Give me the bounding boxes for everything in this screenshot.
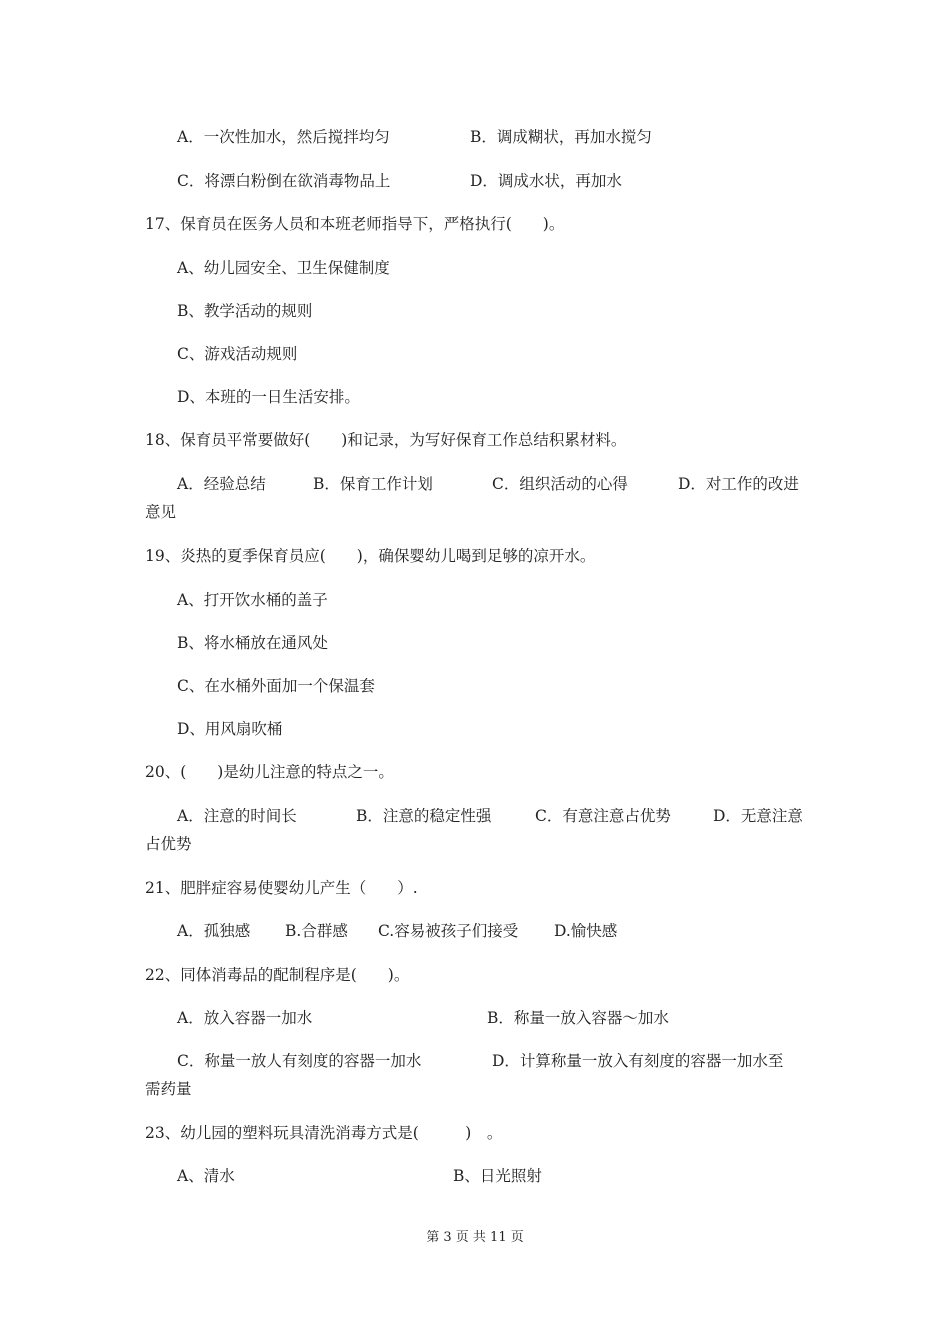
q18-option-d-continued: 意见 <box>145 503 177 521</box>
q20-option-d-continued: 占优势 <box>145 835 192 853</box>
q22-option-d-continued: 需药量 <box>145 1080 192 1098</box>
q17-option-a: A、幼儿园安全、卫生保健制度 <box>177 259 390 277</box>
q22-option-a: A．放入容器一加水 <box>177 1009 313 1027</box>
q23-stem: 23、幼儿园的塑料玩具清洗消毒方式是( ) 。 <box>145 1124 503 1142</box>
q21-option-c: C.容易被孩子们接受 <box>378 922 519 940</box>
q19-stem: 19、炎热的夏季保育员应( )，确保婴幼儿喝到足够的凉开水。 <box>145 547 596 565</box>
q19-option-d: D、用风扇吹桶 <box>177 720 283 738</box>
q18-option-c: C．组织活动的心得 <box>492 475 628 493</box>
q18-option-d: D．对工作的改进 <box>678 475 799 493</box>
q23-option-a: A、清水 <box>177 1167 235 1185</box>
q20-option-d: D．无意注意 <box>713 807 803 825</box>
q17-stem: 17、保育员在医务人员和本班老师指导下，严格执行( )。 <box>145 215 565 233</box>
q21-option-b: B.合群感 <box>285 922 348 940</box>
q19-option-a: A、打开饮水桶的盖子 <box>177 591 328 609</box>
page-footer: 第 3 页 共 11 页 <box>426 1230 524 1245</box>
q16-option-a: A．一次性加水，然后搅拌均匀 <box>177 128 390 146</box>
q16-option-b: B．调成糊状，再加水搅匀 <box>470 128 652 146</box>
q18-option-a: A．经验总结 <box>177 475 266 493</box>
q16-option-d: D．调成水状，再加水 <box>470 172 622 190</box>
q16-option-c: C．将漂白粉倒在欲消毒物品上 <box>177 172 391 190</box>
q17-option-b: B、教学活动的规则 <box>177 302 313 320</box>
q22-option-d: D．计算称量一放入有刻度的容器一加水至 <box>492 1052 784 1070</box>
q22-option-b: B．称量一放入容器～加水 <box>487 1009 669 1027</box>
q17-option-d: D、本班的一日生活安排。 <box>177 388 360 406</box>
q22-option-c: C．称量一放人有刻度的容器一加水 <box>177 1052 422 1070</box>
q23-option-b: B、日光照射 <box>453 1167 542 1185</box>
q20-stem: 20、( )是幼儿注意的特点之一。 <box>145 763 394 781</box>
q20-option-c: C．有意注意占优势 <box>535 807 671 825</box>
q17-option-c: C、游戏活动规则 <box>177 345 298 363</box>
q19-option-b: B、将水桶放在通风处 <box>177 634 328 652</box>
q20-option-b: B．注意的稳定性强 <box>356 807 492 825</box>
q19-option-c: C、在水桶外面加一个保温套 <box>177 677 375 695</box>
q22-stem: 22、同体消毒品的配制程序是( )。 <box>145 966 410 984</box>
q21-option-d: D.愉快感 <box>554 922 618 940</box>
q18-option-b: B．保育工作计划 <box>313 475 433 493</box>
q18-stem: 18、保育员平常要做好( )和记录，为写好保育工作总结积累材料。 <box>145 431 627 449</box>
q20-option-a: A．注意的时间长 <box>177 807 297 825</box>
q21-option-a: A．孤独感 <box>177 922 251 940</box>
q21-stem: 21、肥胖症容易使婴幼儿产生（ ）. <box>145 879 418 897</box>
